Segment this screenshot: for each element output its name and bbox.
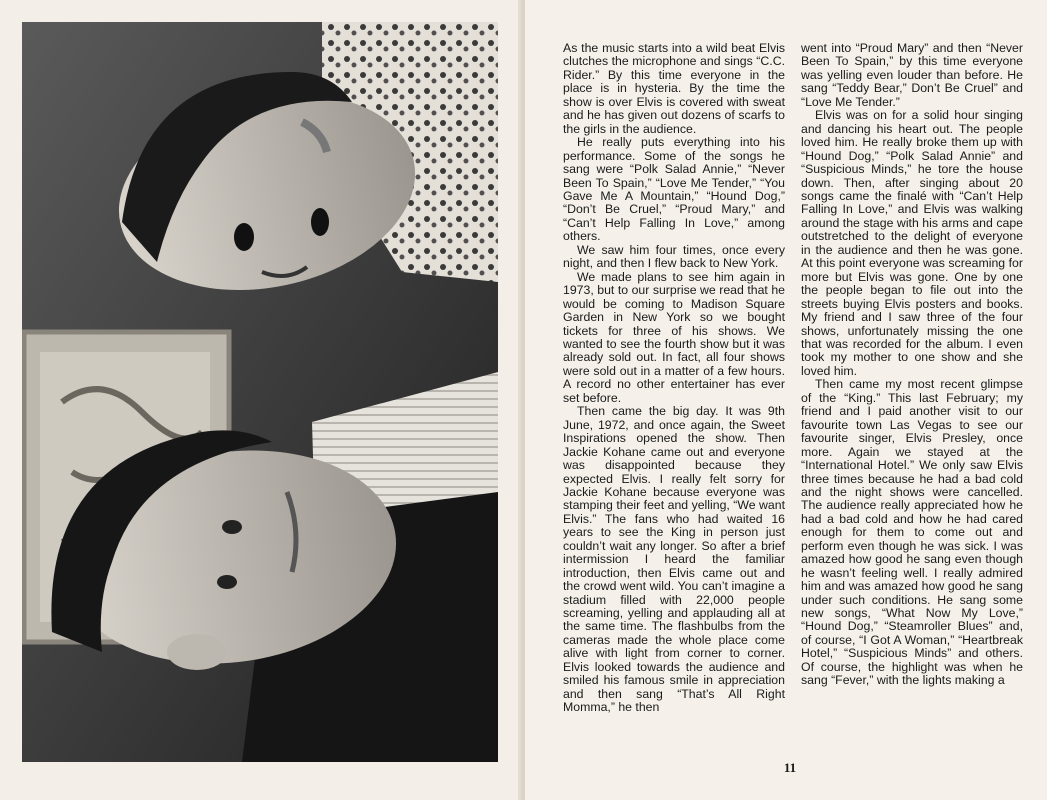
- paragraph: went into “Proud Mary” and then “Never Been To Spain,” by this time everyone was yelling even louder than before. He sang “Teddy Bear,” Don’t Be Cruel” and “Love Me Tender.”: [801, 42, 1023, 109]
- paragraph: Then came my most recent glimpse of the “King.” This last February; my friend and I paid another visit to our favourite town Las Vegas to see our favourite singer, Elvis Presley, once more. Again we stayed at the “International Hotel.” We only saw Elvis three times because he had a bad cold and the night shows were cancelled. The audience really appreciated how he had a bad cold and how he had cared enough for them to come out and perform even though he was sick. I was amazed how good he sang even though he wasn’t feeling well. I really admired him and was amazed how good he sang under such conditions. He sang some new songs, “What Now My Love,” “Hound Dog,” “Steamroller Blues” and, of course, “I Got A Woman,” “Heartbreak Hotel,” “Suspicious Minds” and others. Of course, the highlight was when he sang “Fever,” with the lights making a: [801, 377, 1023, 688]
- paragraph: Elvis was on for a solid hour singing and dancing his heart out. The people loved him. He really broke them up with “Hound Dog,” “Polk Salad Annie” and “Suspicious Minds,” he tore the house down. Then, after singing about 20 songs came the finalé with “Can’t Help Falling In Love,” and Elvis was walking around the stage with his arms and cape outstretched to the delight of everyone in the audience and then he was gone. At this point everyone was screaming for more but Elvis was gone. One by one the people began to file out into the streets buying Elvis posters and books. My friend and I saw three of the four shows, unfortunately missing the one that was recorded for the album. I even took my mother to one show and she loved him.: [801, 108, 1023, 378]
- paragraph: He really puts everything into his performance. Some of the songs he sang were “Polk Salad Annie,” “Never Been To Spain,” “Love Me Tender,” “You Gave Me A Mountain,” “Hound Dog,” “Don’t Be Cruel,” “Proud Mary,” and “Can’t Help Falling In Love,” among others.: [563, 135, 785, 244]
- article-column-2: [801, 42, 1023, 757]
- article-column-1: [563, 42, 785, 757]
- left-page: [0, 0, 522, 800]
- paragraph: We saw him four times, once every night, and then I flew back to New York.: [563, 242, 785, 271]
- article-columns: [563, 42, 1023, 757]
- page-number: 11: [783, 760, 797, 775]
- paragraph: As the music starts into a wild beat Elvis clutches the microphone and sings “C.C. Rider.” By this time everyone in the place is in hysteria. By the time the show is over Elvis is covered with sweat and he has given out dozens of scarfs to the girls in the audience.: [563, 42, 785, 136]
- photo-elvis-scene: [22, 22, 498, 762]
- paragraph: Then came the big day. It was 9th June, 1972, and once again, the Sweet Inspirations opened the show. Then Jackie Kohane came out and everyone was disappointed because they expected Elvis. I really felt sorry for Jackie Kohane because everyone was stamping their feet and yelling, “We want Elvis.” The fans who had waited 16 years to see the King in person just couldn’t wait any longer. So after a brief intermission I heard the familiar introduction, then Elvis came out and the crowd went wild. You can’t imagine a stadium filled with 22,000 people screaming, yelling and applauding all at the same time. The flashbulbs from the cameras made the whole place come alive with light from corner to corner. Elvis looked towards the audience and smiled his famous smile in appreciation and then sang “That’s All Right Momma,” he then: [563, 404, 785, 715]
- photo-illustration: [22, 22, 498, 762]
- paragraph: We made plans to see him again in 1973, but to our surprise we read that he would be coming to Madison Square Garden in New York so we bought tickets for three of his shows. We wanted to see the fourth show but it was already sold out. In fact, all four shows were sold out in a matter of a few hours. A record no other entertainer has ever set before.: [563, 269, 785, 405]
